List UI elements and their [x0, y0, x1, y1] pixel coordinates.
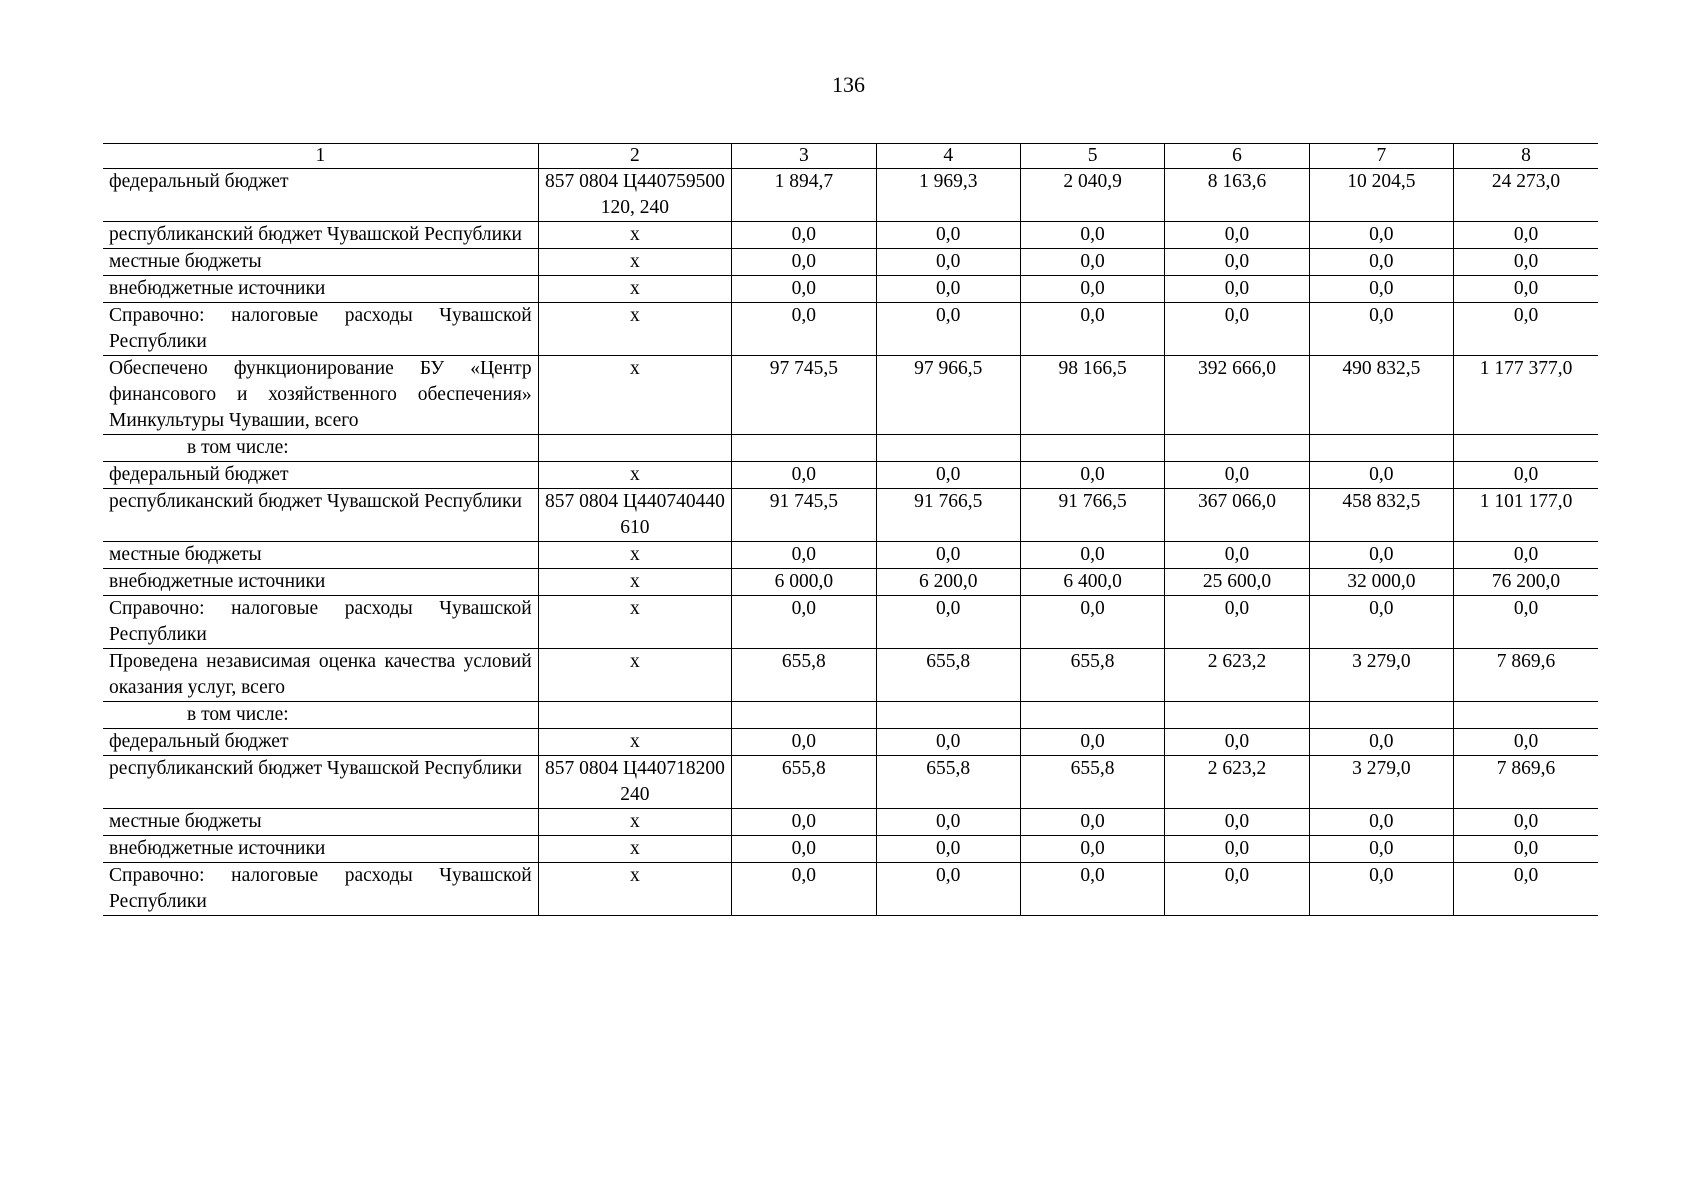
value-cell: 0,0: [1165, 542, 1309, 569]
column-number: 5: [1020, 144, 1164, 169]
table-row: [103, 729, 1598, 756]
column-number: 7: [1309, 144, 1453, 169]
value-cell: 0,0: [1165, 462, 1309, 489]
value-cell: 367 066,0: [1165, 489, 1309, 542]
value-cell: 392 666,0: [1165, 356, 1309, 435]
value-cell: [1165, 702, 1309, 729]
value-cell: 0,0: [1165, 809, 1309, 836]
table-row: [103, 276, 1598, 303]
value-cell: 0,0: [1454, 222, 1598, 249]
value-cell: 0,0: [732, 836, 876, 863]
value-cell: 458 832,5: [1309, 489, 1453, 542]
value-cell: 2 623,2: [1165, 756, 1309, 809]
value-cell: 0,0: [732, 729, 876, 756]
value-cell: 0,0: [1454, 596, 1598, 649]
value-cell: 6 000,0: [732, 569, 876, 596]
value-cell: 0,0: [1020, 462, 1164, 489]
budget-code: [538, 435, 732, 462]
value-cell: 655,8: [732, 756, 876, 809]
row-label: в том числе:: [103, 702, 538, 729]
value-cell: 0,0: [1020, 809, 1164, 836]
value-cell: 0,0: [876, 222, 1020, 249]
budget-code: x: [538, 729, 732, 756]
budget-code: x: [538, 569, 732, 596]
value-cell: [876, 435, 1020, 462]
value-cell: 0,0: [732, 542, 876, 569]
value-cell: 97 745,5: [732, 356, 876, 435]
value-cell: 0,0: [876, 542, 1020, 569]
value-cell: 0,0: [1454, 249, 1598, 276]
value-cell: [1309, 435, 1453, 462]
value-cell: 0,0: [1454, 276, 1598, 303]
value-cell: 0,0: [876, 462, 1020, 489]
value-cell: 0,0: [1454, 462, 1598, 489]
value-cell: 0,0: [1454, 863, 1598, 916]
value-cell: 0,0: [1309, 836, 1453, 863]
value-cell: 0,0: [1454, 809, 1598, 836]
table-row: [103, 435, 1598, 462]
column-number: 4: [876, 144, 1020, 169]
row-label: внебюджетные источники: [103, 276, 538, 303]
row-label: республиканский бюджет Чувашской Республики: [103, 756, 538, 809]
budget-code: x: [538, 649, 732, 702]
value-cell: 25 600,0: [1165, 569, 1309, 596]
value-cell: [732, 702, 876, 729]
row-label: внебюджетные источники: [103, 836, 538, 863]
value-cell: 655,8: [1020, 649, 1164, 702]
value-cell: 0,0: [1020, 836, 1164, 863]
budget-code: 857 0804 Ц440740440 610: [538, 489, 732, 542]
value-cell: 0,0: [1020, 729, 1164, 756]
value-cell: 0,0: [1309, 462, 1453, 489]
value-cell: 7 869,6: [1454, 649, 1598, 702]
column-number: 6: [1165, 144, 1309, 169]
value-cell: [1454, 702, 1598, 729]
value-cell: 0,0: [1309, 809, 1453, 836]
value-cell: 655,8: [732, 649, 876, 702]
value-cell: 0,0: [1165, 276, 1309, 303]
value-cell: 8 163,6: [1165, 169, 1309, 222]
value-cell: 0,0: [1020, 276, 1164, 303]
table-row: [103, 702, 1598, 729]
value-cell: 6 200,0: [876, 569, 1020, 596]
budget-code: x: [538, 462, 732, 489]
value-cell: 0,0: [876, 729, 1020, 756]
value-cell: 1 969,3: [876, 169, 1020, 222]
row-label: Справочно: налоговые расходы Чувашской Республики: [103, 596, 538, 649]
value-cell: 0,0: [876, 303, 1020, 356]
value-cell: 24 273,0: [1454, 169, 1598, 222]
budget-code: x: [538, 276, 732, 303]
value-cell: 0,0: [1020, 542, 1164, 569]
row-label: Справочно: налоговые расходы Чувашской Республики: [103, 303, 538, 356]
budget-code: x: [538, 542, 732, 569]
value-cell: 0,0: [1020, 249, 1164, 276]
value-cell: 0,0: [876, 836, 1020, 863]
value-cell: 0,0: [1309, 276, 1453, 303]
value-cell: 0,0: [1020, 222, 1164, 249]
value-cell: 0,0: [1454, 542, 1598, 569]
value-cell: 0,0: [732, 462, 876, 489]
budget-code: x: [538, 222, 732, 249]
value-cell: 91 766,5: [876, 489, 1020, 542]
value-cell: 0,0: [1165, 303, 1309, 356]
page-number: 136: [832, 72, 865, 97]
table-row: [103, 756, 1598, 809]
budget-code: x: [538, 356, 732, 435]
budget-code: x: [538, 863, 732, 916]
value-cell: [876, 702, 1020, 729]
budget-code: x: [538, 836, 732, 863]
budget-code: x: [538, 249, 732, 276]
value-cell: 0,0: [1309, 596, 1453, 649]
row-label: местные бюджеты: [103, 542, 538, 569]
value-cell: 0,0: [1165, 222, 1309, 249]
value-cell: 0,0: [1309, 542, 1453, 569]
column-number: 1: [103, 144, 538, 169]
budget-code: x: [538, 596, 732, 649]
value-cell: 0,0: [1309, 222, 1453, 249]
value-cell: 2 040,9: [1020, 169, 1164, 222]
budget-table: [103, 143, 1598, 916]
row-label: в том числе:: [103, 435, 538, 462]
value-cell: 0,0: [732, 596, 876, 649]
table-row: [103, 249, 1598, 276]
row-label: федеральный бюджет: [103, 169, 538, 222]
value-cell: 0,0: [1309, 303, 1453, 356]
value-cell: [1020, 702, 1164, 729]
value-cell: 3 279,0: [1309, 756, 1453, 809]
row-label: федеральный бюджет: [103, 729, 538, 756]
value-cell: 655,8: [1020, 756, 1164, 809]
value-cell: 10 204,5: [1309, 169, 1453, 222]
table-row: [103, 222, 1598, 249]
value-cell: 91 745,5: [732, 489, 876, 542]
table-row: [103, 303, 1598, 356]
value-cell: 0,0: [1165, 596, 1309, 649]
column-number: 3: [732, 144, 876, 169]
value-cell: 0,0: [732, 303, 876, 356]
value-cell: 655,8: [876, 649, 1020, 702]
value-cell: 1 101 177,0: [1454, 489, 1598, 542]
table-header: [103, 144, 1598, 169]
value-cell: 0,0: [1165, 836, 1309, 863]
table-row: [103, 649, 1598, 702]
value-cell: 0,0: [732, 276, 876, 303]
value-cell: 7 869,6: [1454, 756, 1598, 809]
row-label: местные бюджеты: [103, 809, 538, 836]
budget-code: 857 0804 Ц440718200 240: [538, 756, 732, 809]
table-row: [103, 569, 1598, 596]
value-cell: 0,0: [1454, 729, 1598, 756]
value-cell: 91 766,5: [1020, 489, 1164, 542]
row-label: местные бюджеты: [103, 249, 538, 276]
budget-code: [538, 702, 732, 729]
budget-code: x: [538, 809, 732, 836]
value-cell: 0,0: [1020, 863, 1164, 916]
row-label: Справочно: налоговые расходы Чувашской Республики: [103, 863, 538, 916]
value-cell: 0,0: [876, 863, 1020, 916]
value-cell: 0,0: [1309, 729, 1453, 756]
value-cell: [1020, 435, 1164, 462]
value-cell: 0,0: [1020, 596, 1164, 649]
value-cell: 0,0: [1309, 863, 1453, 916]
value-cell: 490 832,5: [1309, 356, 1453, 435]
value-cell: 0,0: [1454, 836, 1598, 863]
value-cell: 0,0: [1454, 303, 1598, 356]
table-row: [103, 169, 1598, 222]
value-cell: 1 894,7: [732, 169, 876, 222]
value-cell: 0,0: [876, 249, 1020, 276]
table-row: [103, 489, 1598, 542]
row-label: республиканский бюджет Чувашской Республики: [103, 489, 538, 542]
table-row: [103, 542, 1598, 569]
value-cell: 3 279,0: [1309, 649, 1453, 702]
value-cell: 98 166,5: [1020, 356, 1164, 435]
row-label: Обеспечено функционирование БУ «Центр финансового и хозяйственного обеспечения» Минкультуры Чувашии, всего: [103, 356, 538, 435]
row-label: республиканский бюджет Чувашской Республики: [103, 222, 538, 249]
value-cell: 0,0: [732, 863, 876, 916]
value-cell: 0,0: [732, 809, 876, 836]
table-body: [103, 169, 1598, 916]
value-cell: 0,0: [876, 809, 1020, 836]
value-cell: 0,0: [1165, 863, 1309, 916]
value-cell: 0,0: [1309, 249, 1453, 276]
value-cell: 0,0: [732, 249, 876, 276]
value-cell: 6 400,0: [1020, 569, 1164, 596]
row-label: Проведена независимая оценка качества условий оказания услуг, всего: [103, 649, 538, 702]
header-row: [103, 144, 1598, 169]
value-cell: 0,0: [732, 222, 876, 249]
value-cell: 0,0: [876, 276, 1020, 303]
budget-code: x: [538, 303, 732, 356]
value-cell: 76 200,0: [1454, 569, 1598, 596]
value-cell: [1309, 702, 1453, 729]
value-cell: [732, 435, 876, 462]
table-row: [103, 462, 1598, 489]
table-row: [103, 356, 1598, 435]
column-number: 8: [1454, 144, 1598, 169]
value-cell: [1454, 435, 1598, 462]
table-row: [103, 596, 1598, 649]
table-row: [103, 809, 1598, 836]
row-label: федеральный бюджет: [103, 462, 538, 489]
budget-code: 857 0804 Ц440759500 120, 240: [538, 169, 732, 222]
value-cell: 0,0: [1020, 303, 1164, 356]
value-cell: 32 000,0: [1309, 569, 1453, 596]
column-number: 2: [538, 144, 732, 169]
table-row: [103, 836, 1598, 863]
value-cell: 0,0: [876, 596, 1020, 649]
value-cell: [1165, 435, 1309, 462]
value-cell: 2 623,2: [1165, 649, 1309, 702]
table-row: [103, 863, 1598, 916]
value-cell: 0,0: [1165, 249, 1309, 276]
value-cell: 97 966,5: [876, 356, 1020, 435]
value-cell: 655,8: [876, 756, 1020, 809]
value-cell: 1 177 377,0: [1454, 356, 1598, 435]
row-label: внебюджетные источники: [103, 569, 538, 596]
value-cell: 0,0: [1165, 729, 1309, 756]
